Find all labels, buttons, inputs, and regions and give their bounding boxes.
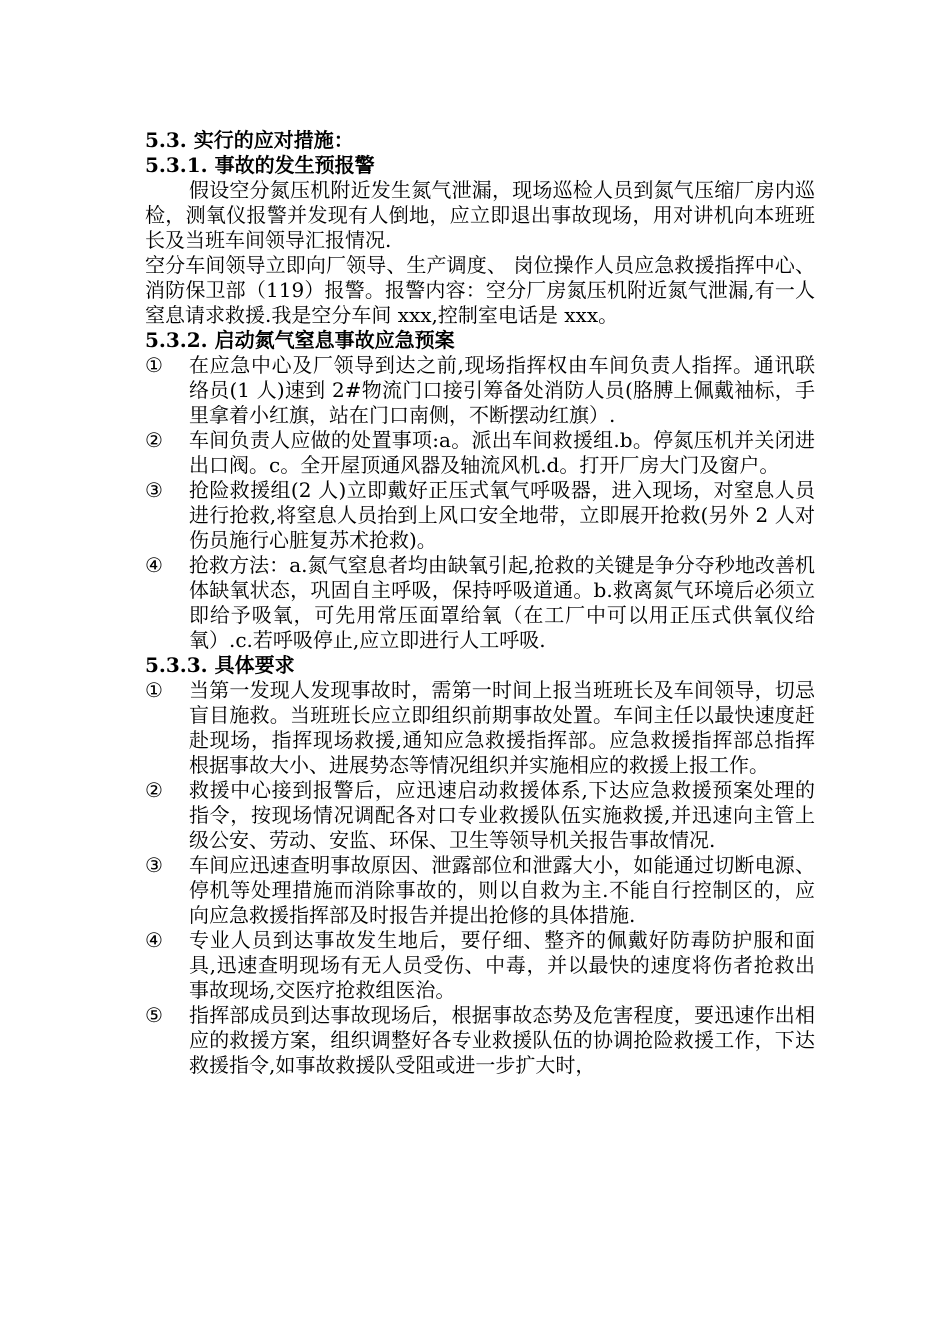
list-item-text: 抢救方法：a.氮气窒息者均由缺氧引起,抢救的关键是争分夺秒地改善机体缺氧状态，巩固自主呼吸，保持呼吸道通。b.救离氮气环境后必须立即给予吸氧，可先用常压面罩给氧（在工厂中可以用正压式供氧仪给氧）.c.若呼吸停止,应立即进行人工呼吸.: [189, 553, 815, 652]
list-marker: ③: [145, 853, 163, 877]
list-item: [145, 928, 815, 1003]
list-marker: ④: [145, 553, 163, 577]
list-item-text: 在应急中心及厂领导到达之前,现场指挥权由车间负责人指挥。通讯联络员(1 人)速到 2#物流门口接引筹备处消防人员(胳膊上佩戴袖标，手里拿着小红旗，站在门口南侧，不断摆动红旗）.: [189, 353, 815, 427]
list-item: [145, 353, 815, 428]
list-item-text: 指挥部成员到达事故现场后，根据事故态势及危害程度，要迅速作出相应的救援方案，组织调整好各专业救援队伍的协调抢险救援工作，下达救援指令,如事故救援队受阻或进一步扩大时，: [189, 1003, 815, 1077]
section-5-3-3-heading: 5.3.3. 具体要求: [145, 653, 295, 677]
paragraph-discovery: 假设空分氮压机附近发生氮气泄漏，现场巡检人员到氮气压缩厂房内巡检，测氧仪报警并发现有人倒地，应立即退出事故现场，用对讲机向本班班长及当班车间领导汇报情况.: [145, 178, 815, 252]
list-marker: ⑤: [145, 1003, 163, 1027]
list-marker: ①: [145, 353, 163, 377]
list-marker: ④: [145, 928, 163, 952]
list-item-text: 当第一发现人发现事故时，需第一时间上报当班班长及车间领导，切忌盲目施救。当班班长应立即组织前期事故处置。车间主任以最快速度赶赴现场，指挥现场救援,通知应急救援指挥部。应急救援指挥部总指挥根据事故大小、进展势态等情况组织并实施相应的救援上报工作。: [189, 678, 815, 777]
list-item-text: 专业人员到达事故发生地后，要仔细、整齐的佩戴好防毒防护服和面具,迅速查明现场有无人员受伤、中毒，并以最快的速度将伤者抢救出事故现场,交医疗抢救组医治。: [189, 928, 815, 1002]
list-item: [145, 553, 815, 653]
document-page: [145, 128, 815, 1078]
list-marker: ②: [145, 428, 163, 452]
list-item-text: 车间应迅速查明事故原因、泄露部位和泄露大小，如能通过切断电源、停机等处理措施而消除事故的，则以自救为主.不能自行控制区的，应向应急救援指挥部及时报告并提出抢修的具体措施.: [189, 853, 815, 927]
section-5-3-heading: 5.3. 实行的应对措施：: [145, 128, 354, 152]
section-5-3-1-heading: 5.3.1. 事故的发生预报警: [145, 153, 375, 177]
list-item-text: 抢险救援组(2 人)立即戴好正压式氧气呼吸器，进入现场，对窒息人员进行抢救,将窒息人员抬到上风口安全地带，立即展开抢救(另外 2 人对伤员施行心脏复苏术抢救)。: [189, 478, 815, 552]
list-item: [145, 678, 815, 778]
list-item: [145, 428, 815, 478]
list-item: [145, 478, 815, 553]
list-item-text: 救援中心接到报警后，应迅速启动救援体系,下达应急救援预案处理的指令，按现场情况调配各对口专业救援队伍实施救援,并迅速向主管上级公安、劳动、安监、环保、卫生等领导机关报告事故情况.: [189, 778, 815, 852]
list-item: [145, 1003, 815, 1078]
list-marker: ①: [145, 678, 163, 702]
list-marker: ②: [145, 778, 163, 802]
section-5-3-2-heading: 5.3.2. 启动氮气窒息事故应急预案: [145, 328, 455, 352]
paragraph-alarm: 空分车间领导立即向厂领导、生产调度、 岗位操作人员应急救援指挥中心、消防保卫部（119）报警。报警内容：空分厂房氮压机附近氮气泄漏,有一人窒息请求救援.我是空分车间 xxx,控制室电话是 xxx。: [145, 253, 815, 327]
list-item: [145, 853, 815, 928]
list-marker: ③: [145, 478, 163, 502]
list-item: [145, 778, 815, 853]
list-item-text: 车间负责人应做的处置事项:a。派出车间救援组.b。停氮压机并关闭进出口阀。c。全开屋顶通风器及轴流风机.d。打开厂房大门及窗户。: [189, 428, 815, 477]
